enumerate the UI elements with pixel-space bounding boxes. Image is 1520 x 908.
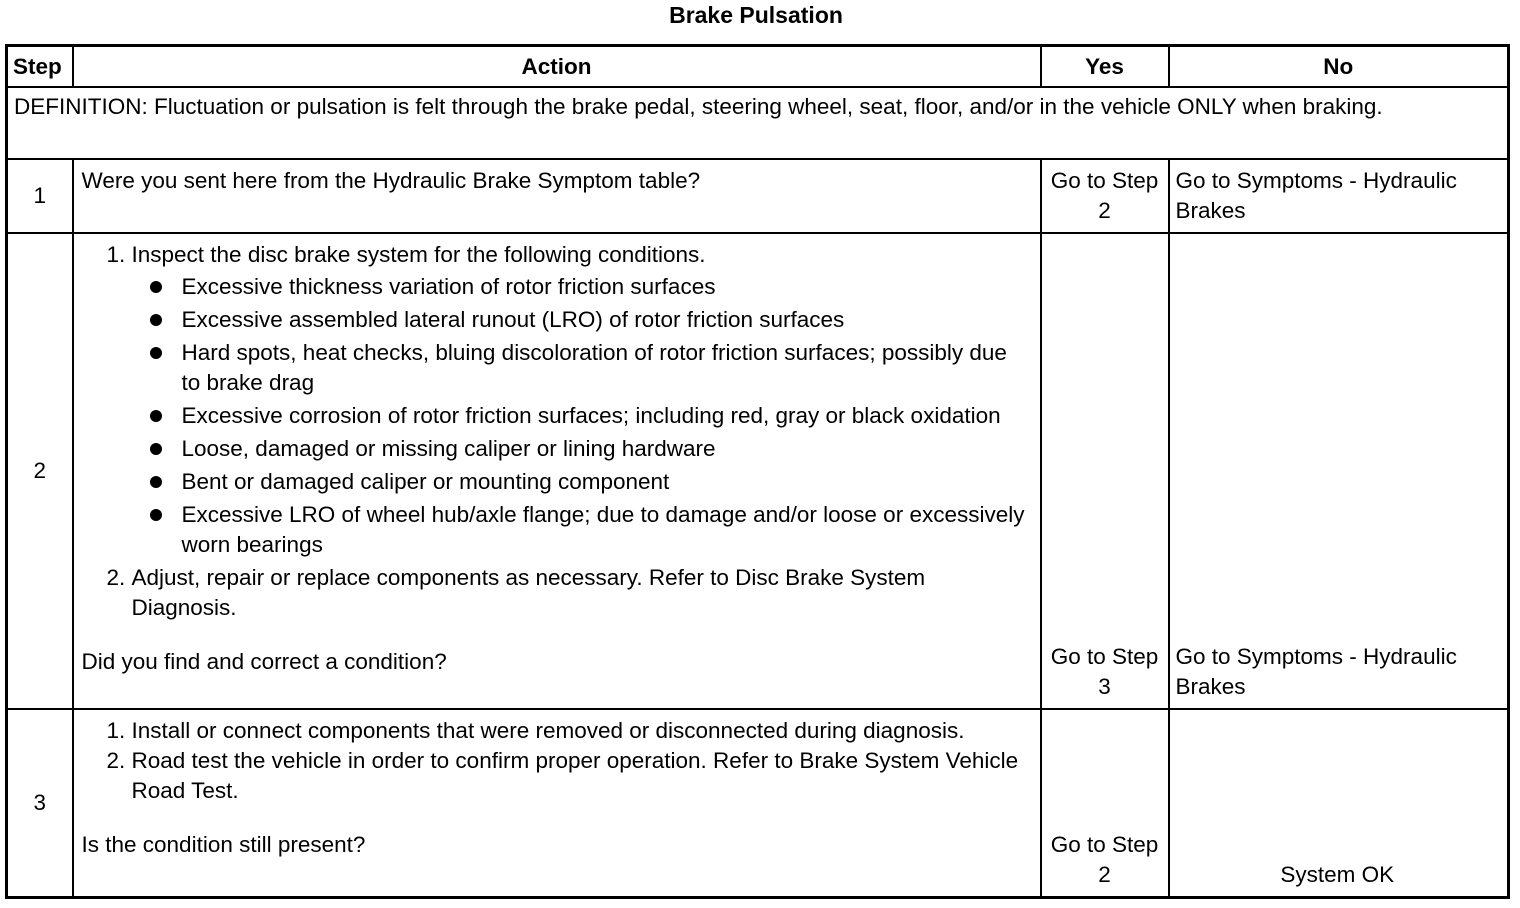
step-number: 1 bbox=[7, 159, 73, 233]
condition-item: Excessive assembled lateral runout (LRO) of rotor friction surfaces bbox=[182, 305, 1032, 335]
yes-cell: Go to Step 2 bbox=[1041, 709, 1169, 897]
header-no: No bbox=[1169, 46, 1509, 88]
condition-item: Excessive thickness variation of rotor friction surfaces bbox=[182, 272, 1032, 302]
action-step-text: Inspect the disc brake system for the following conditions. bbox=[131, 242, 706, 267]
condition-item: Bent or damaged caliper or mounting component bbox=[182, 467, 1032, 497]
header-row bbox=[7, 46, 1509, 88]
page-title: Brake Pulsation bbox=[669, 2, 843, 28]
no-cell: System OK bbox=[1169, 709, 1509, 897]
action-steps bbox=[82, 240, 1032, 623]
table-row bbox=[7, 233, 1509, 709]
action-cell bbox=[73, 709, 1041, 897]
no-cell: Go to Symptoms - Hydraulic Brakes bbox=[1169, 233, 1509, 709]
header-action: Action bbox=[73, 46, 1041, 88]
step-number: 3 bbox=[7, 709, 73, 897]
question-text: Is the condition still present? bbox=[81, 832, 366, 857]
question-text: Did you find and correct a condition? bbox=[81, 649, 447, 674]
yes-cell: Go to Step 3 bbox=[1041, 233, 1169, 709]
definition-text: DEFINITION: Fluctuation or pulsation is felt through the brake pedal, steering wheel, seat, floor, and/or in the vehicle ONLY when braking. bbox=[7, 87, 1509, 159]
condition-item: Hard spots, heat checks, bluing discoloration of rotor friction surfaces; possibly due to brake drag bbox=[182, 338, 1032, 398]
table-row bbox=[7, 159, 1509, 233]
action-steps bbox=[82, 716, 1032, 806]
action-cell bbox=[73, 159, 1041, 233]
action-step: 2. Road test the vehicle in order to confirm proper operation. Refer to Brake System Vehicle Road Test. bbox=[132, 746, 1032, 806]
header-step: Step bbox=[7, 46, 73, 88]
no-cell: Go to Symptoms - Hydraulic Brakes bbox=[1169, 159, 1509, 233]
condition-item: Excessive corrosion of rotor friction surfaces; including red, gray or black oxidation bbox=[182, 401, 1032, 431]
step-number: 2 bbox=[7, 233, 73, 709]
table-row bbox=[7, 709, 1509, 897]
yes-cell: Go to Step 2 bbox=[1041, 159, 1169, 233]
action-step bbox=[132, 563, 1032, 623]
condition-list bbox=[132, 272, 1032, 560]
action-step: 1. Install or connect components that were removed or disconnected during diagnosis. bbox=[132, 716, 1032, 746]
definition-row bbox=[7, 87, 1509, 159]
action-step-text: Adjust, repair or replace components as necessary. Refer to Disc Brake System Diagnosis. bbox=[131, 565, 926, 620]
condition-item: Excessive LRO of wheel hub/axle flange; due to damage and/or loose or excessively worn bearings bbox=[182, 500, 1032, 560]
diagnostic-table bbox=[5, 44, 1510, 899]
action-step bbox=[132, 240, 1032, 560]
condition-item: Loose, damaged or missing caliper or lining hardware bbox=[182, 434, 1032, 464]
header-yes: Yes bbox=[1041, 46, 1169, 88]
question-text: Were you sent here from the Hydraulic Brake Symptom table? bbox=[81, 168, 701, 193]
action-cell bbox=[73, 233, 1041, 709]
